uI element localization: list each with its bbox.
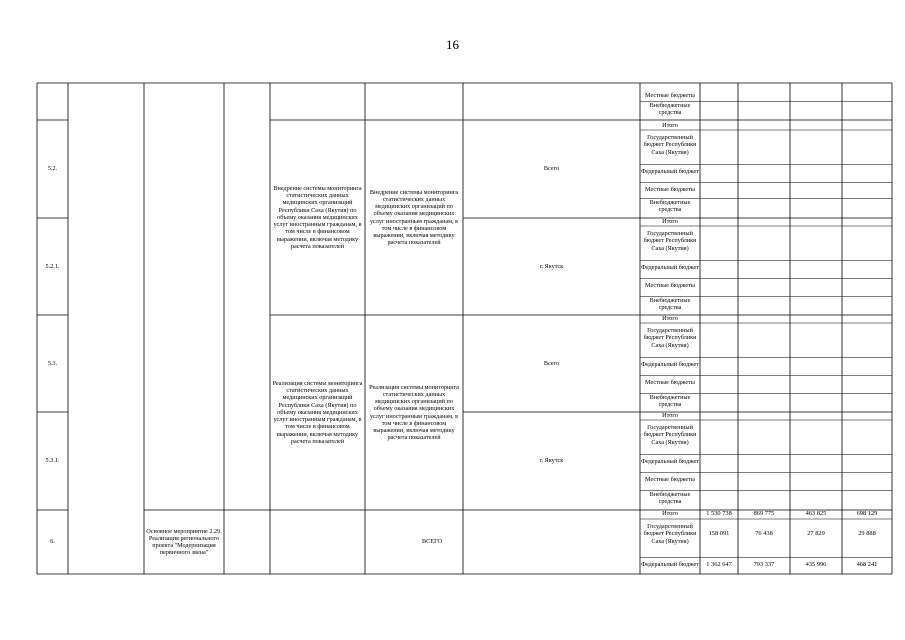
territory: Всего [543,359,560,367]
territory: Всего [543,165,560,173]
funding-source-extra: Внебюджетные средства [649,296,691,311]
value-federal-3: 435 996 [805,561,827,569]
funding-source-extra: Внебюджетные средства [649,198,691,213]
funding-source-local: Местные бюджеты [645,186,695,194]
funding-source-state: Государственный бюджет Республики Саха (Якутия) [643,230,697,252]
row-number: 5.2.1. [45,262,60,270]
value-state-3: 27 829 [807,530,825,538]
funding-source-federal: Федеральный бюджет [641,264,699,272]
row-number: 5.3.1. [45,457,60,465]
value-federal-4: 468 241 [856,561,878,569]
funding-source-local: Местные бюджеты [645,92,695,100]
funding-source-state: Государственный бюджет Республики Саха (Якутия) [643,424,697,446]
funding-source-total: Итого [662,315,678,323]
funding-source-total: Итого [662,122,678,130]
funding-source-state: Государственный бюджет Республики Саха (Якутия) [643,523,697,545]
row-number: 6. [50,538,55,546]
row-number: 5.3. [47,359,58,367]
value-state-2: 76 438 [755,530,773,538]
funding-source-federal: Федеральный бюджет [641,168,699,176]
territory: г. Якутск [539,457,564,465]
value-state-4: 29 888 [858,530,876,538]
value-federal-2: 793 337 [753,561,775,569]
funding-source-federal: Федеральный бюджет [641,458,699,466]
event-name: Внедрение системы мониторинга статистических данных медицинских организаций Республики Саха (Якутия) по объему оказания медицинских услуг иностранным гражданам, в том числе в финансовом выражении, включая методику расчета показателей [273,185,362,250]
funding-source-local: Местные бюджеты [645,282,695,290]
funding-source-total: Итого [662,510,678,518]
value-federal-1: 1 362 647 [706,561,732,569]
main-event-name: Основное мероприятие 2.29. Реализация регионального проекта "Модернизация первичного звена" [146,527,222,557]
funding-source-state: Государственный бюджет Республики Саха (Якутия) [643,327,697,349]
funding-source-total: Итого [662,412,678,420]
value-total-3: 463 825 [805,510,827,518]
page-number: 16 [446,37,459,52]
funding-source-federal: Федеральный бюджет [641,561,699,569]
territory: г. Якутск [539,262,564,270]
value-total-1: 1 530 738 [706,510,732,518]
event-description: Реализация системы мониторинга статистических данных медицинских организаций по объему оказания медицинских услуг иностранным гражданам, в том числе в финансовом выражении, включая методику расчета показателей [369,383,459,442]
row-number: 5.2. [47,165,58,173]
funding-source-total: Итого [662,218,678,226]
funding-source-federal: Федеральный бюджет [641,361,699,369]
value-total-2: 869 775 [753,510,775,518]
event-description: Внедрение системы мониторинга статистических данных медицинских организаций по объему оказания медицинских услуг иностранным гражданам, в том числе в финансовом выражении, включая методику расчета показателей [369,188,459,247]
funding-source-state: Государственный бюджет Республики Саха (Якутия) [643,134,697,156]
territory-total: ВСЕГО [422,538,442,546]
funding-source-local: Местные бюджеты [645,379,695,387]
funding-source-extra: Внебюджетные средства [649,490,691,505]
value-state-1: 158 091 [708,530,730,538]
funding-source-extra: Внебюджетные средства [649,393,691,408]
funding-source-local: Местные бюджеты [645,476,695,484]
event-name: Реализация системы мониторинга статистических данных медицинских организаций Республики Саха (Якутия) по объему оказания медицинских услуг иностранным гражданам, в том числе в финансовом выражении, включая методику расчета показателей [272,380,363,445]
funding-source-extra: Внебюджетные средства [649,101,691,116]
value-total-4: 698 129 [856,510,878,518]
